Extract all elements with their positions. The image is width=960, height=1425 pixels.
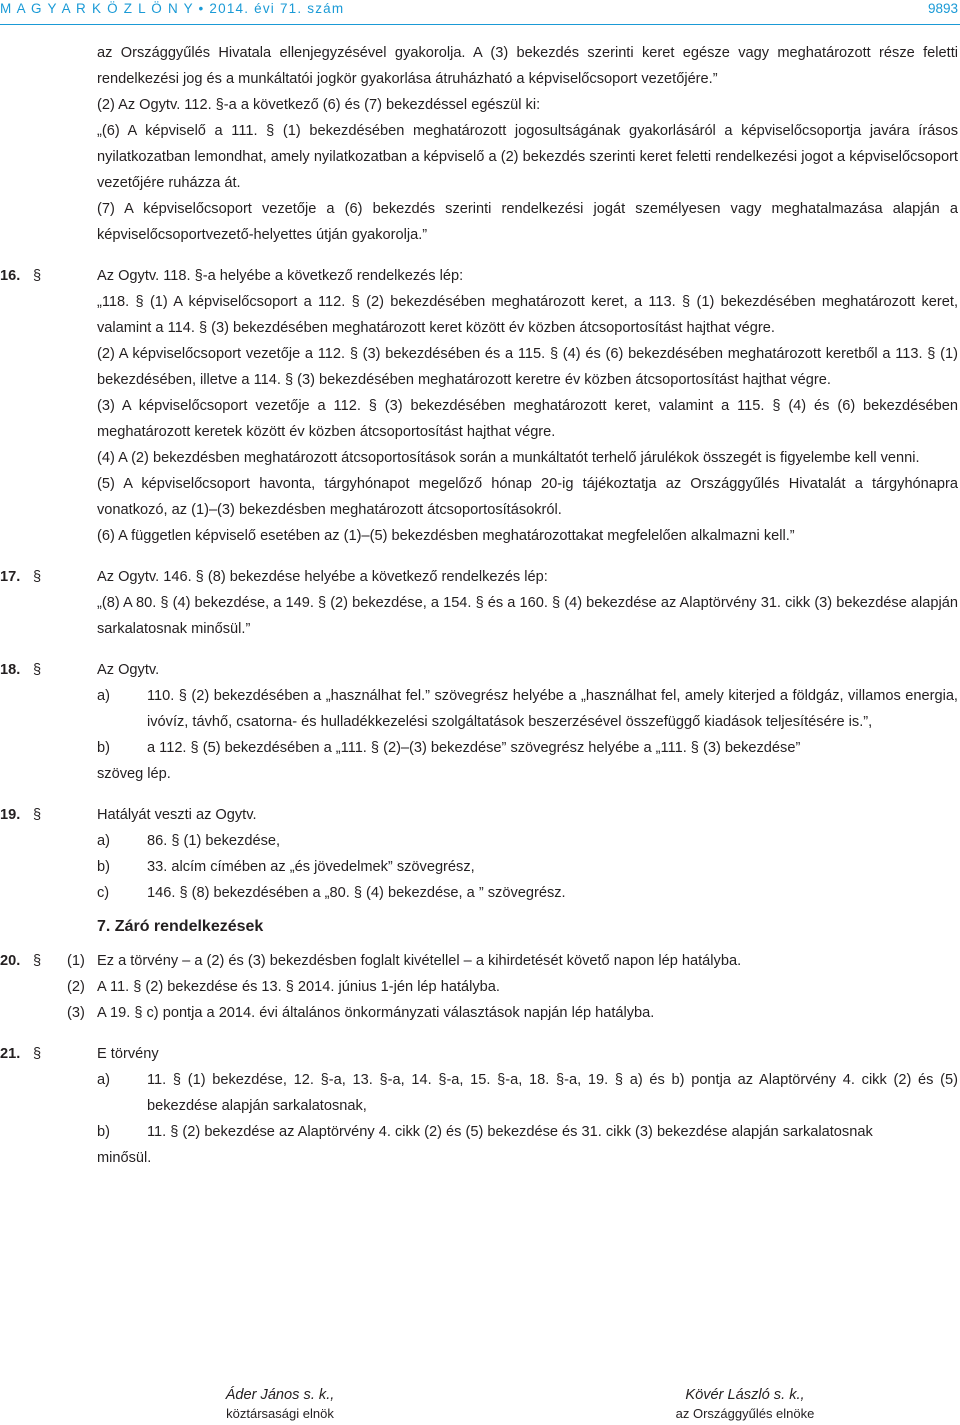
section-21 [0, 1041, 960, 1171]
item-text: 86. § (1) bekezdése, [147, 833, 281, 849]
page-content [0, 40, 960, 1171]
list-item [0, 1119, 960, 1145]
paragraph: (6) A független képviselő esetében az (1)–(5) bekezdésben meghatározottakat megfelelően alkalmazni kell.” [97, 528, 795, 544]
paragraph: „(8) A 80. § (4) bekezdése, a 149. § (2) bekezdése, a 154. § és a 160. § (4) bekezdése az Alaptörvény 31. cikk (3) bekezdése alapján sarkalatosnak minősül.” [97, 595, 958, 637]
signer-title: köztársasági elnök [226, 1406, 334, 1421]
paragraph: (2) A képviselőcsoport vezetője a 112. § (3) bekezdésében és a 115. § (4) és (6) bekezdésében meghatározott keretből a 113. § (1) bekezdésében, illetve a 114. § (3) bekezdésében meghatározott keretre év közben átcsoportosítást hajthat végre. [97, 346, 958, 388]
section-sign: § [33, 807, 42, 823]
section-sign: § [33, 953, 42, 969]
list-item [0, 1067, 960, 1119]
list-item [0, 854, 960, 880]
page-header [0, 0, 960, 24]
paragraph: (5) A képviselőcsoport havonta, tárgyhónapot megelőző hónap 20-ig tájékoztatja az Országgyűlés Hivatalát a tárgyhónapra vonatkozó, az (1)–(3) bekezdésben meghatározott átcsoportosításokról. [97, 476, 958, 518]
section-sign: § [33, 662, 42, 678]
item-text: 110. § (2) bekezdésében a „használhat fel.” szövegrész helyébe a „használhat fel, amely kiterjed a földgáz, villamos energia, ivóvíz, távhő, csatorna- és hulladékkezelési szolgáltatások beszerzésével összefüggő kiadások teljesítésére is.”, [147, 688, 958, 730]
list-item [0, 880, 960, 906]
paragraph: Az Ogytv. [97, 662, 160, 678]
paragraph: (2) Az Ogytv. 112. §-a a következő (6) és (7) bekezdéssel egészül ki: [97, 97, 541, 113]
paragraph: (7) A képviselőcsoport vezetője a (6) bekezdés szerinti rendelkezési jogát személyesen vagy meghatalmazása alapján a képviselőcsoportvezető-helyettes útján gyakorolja.” [97, 201, 958, 243]
signature-speaker [515, 1385, 960, 1423]
signature-president [0, 1385, 560, 1423]
list-item [0, 735, 960, 761]
signer-title: az Országgyűlés elnöke [675, 1406, 815, 1421]
item-label: (3) [67, 1005, 85, 1021]
paragraph: „(6) A képviselő a 111. § (1) bekezdésében meghatározott jogosultságának gyakorlásáról a képviselőcsoportja javára írásos nyilatkozatban lemondhat, amely nyilatkozatban a képviselő a (2) bekezdés szerinti keret feletti rendelkezési jogot a képviselőcsoport vezetőjére ruházza át. [97, 123, 958, 191]
item-text: a 112. § (5) bekezdésében a „111. § (2)–(3) bekezdése” szövegrész helyébe a „111. § (3) bekezdése” [147, 740, 801, 756]
section-number: 16. [0, 268, 21, 284]
list-item [0, 948, 960, 974]
item-text: Ez a törvény – a (2) és (3) bekezdésben foglalt kivétellel – a kihirdetését követő napon lép hatályba. [97, 953, 742, 969]
list-item [0, 1000, 960, 1026]
paragraph: Hatályát veszti az Ogytv. [97, 807, 257, 823]
section-sign: § [33, 1046, 42, 1062]
paragraph: szöveg lép. [97, 766, 171, 782]
section-20 [0, 948, 960, 1026]
paragraph: „118. § (1) A képviselőcsoport a 112. § (2) bekezdésében meghatározott keret, a 113. § (1) bekezdésében meghatározott keret, valamint a 114. § (3) bekezdésében meghatározott keret között év közben átcsoportosítást hajthat végre. [97, 294, 958, 336]
signature-block [0, 1385, 960, 1425]
page-number: 9893 [927, 1, 958, 16]
paragraph: minősül. [97, 1150, 152, 1166]
section-number: 19. [0, 807, 21, 823]
item-label: (2) [67, 979, 85, 995]
section-sign: § [33, 569, 42, 585]
section-18 [0, 657, 960, 787]
item-label: (1) [67, 953, 85, 969]
section-number: 20. [0, 953, 21, 969]
item-label: a) [97, 1072, 110, 1088]
journal-title: M A G Y A R K Ö Z L Ö N Y • 2014. évi 71. szám [0, 1, 345, 16]
item-text: A 11. § (2) bekezdése és 13. § 2014. június 1-jén lép hatályba. [97, 979, 500, 995]
section-16 [0, 263, 960, 549]
list-item [0, 828, 960, 854]
section-sign: § [33, 268, 42, 284]
paragraph: az Országgyűlés Hivatala ellenjegyzésével gyakorolja. A (3) bekezdés szerinti keret egésze vagy meghatározott része feletti rendelkezési jog és a munkáltatói jogkör gyakorlása átruházható a képviselőcsoport vezetőjére.” [97, 45, 958, 87]
section-19 [0, 802, 960, 906]
signer-name: Áder János s. k., [225, 1387, 335, 1403]
section-17 [0, 564, 960, 642]
chapter-heading: 7. Záró rendelkezések [97, 918, 264, 935]
item-label: a) [97, 688, 110, 704]
item-text: 11. § (2) bekezdése az Alaptörvény 4. cikk (2) és (5) bekezdése és 31. cikk (3) bekezdése alapján sarkalatosnak [147, 1124, 873, 1140]
list-item [0, 974, 960, 1000]
paragraph: Az Ogytv. 118. §-a helyébe a következő rendelkezés lép: [97, 268, 464, 284]
paragraph: E törvény [97, 1046, 159, 1062]
list-item [0, 683, 960, 735]
item-label: b) [97, 1124, 110, 1140]
item-label: b) [97, 740, 110, 756]
paragraph: Az Ogytv. 146. § (8) bekezdése helyébe a következő rendelkezés lép: [97, 569, 548, 585]
item-text: 11. § (1) bekezdése, 12. §-a, 13. §-a, 14. §-a, 15. §-a, 18. §-a, 19. § a) és b) pontja az Alaptörvény 4. cikk (2) és (5) bekezdése alapján sarkalatosnak, [147, 1072, 958, 1114]
section-number: 18. [0, 662, 21, 678]
header-rule [0, 24, 960, 25]
item-label: c) [97, 885, 110, 901]
paragraph: (4) A (2) bekezdésben meghatározott átcsoportosítások során a munkáltatót terhelő járulékok összegét is figyelembe kell venni. [97, 450, 920, 466]
section-number: 17. [0, 569, 21, 585]
item-text: 146. § (8) bekezdésében a „80. § (4) bekezdése, a ” szövegrész. [147, 885, 566, 901]
item-label: b) [97, 859, 110, 875]
item-text: A 19. § c) pontja a 2014. évi általános önkormányzati választások napján lép hatályba. [97, 1005, 655, 1021]
signer-name: Kövér László s. k., [685, 1387, 805, 1403]
item-text: 33. alcím címében az „és jövedelmek” szövegrész, [147, 859, 475, 875]
paragraph: (3) A képviselőcsoport vezetője a 112. § (3) bekezdésében meghatározott keret, valamint a 115. § (4) és (6) bekezdésében meghatározott keretek között év közben átcsoportosítást hajthat végre. [97, 398, 958, 440]
section-number: 21. [0, 1046, 21, 1062]
item-label: a) [97, 833, 110, 849]
